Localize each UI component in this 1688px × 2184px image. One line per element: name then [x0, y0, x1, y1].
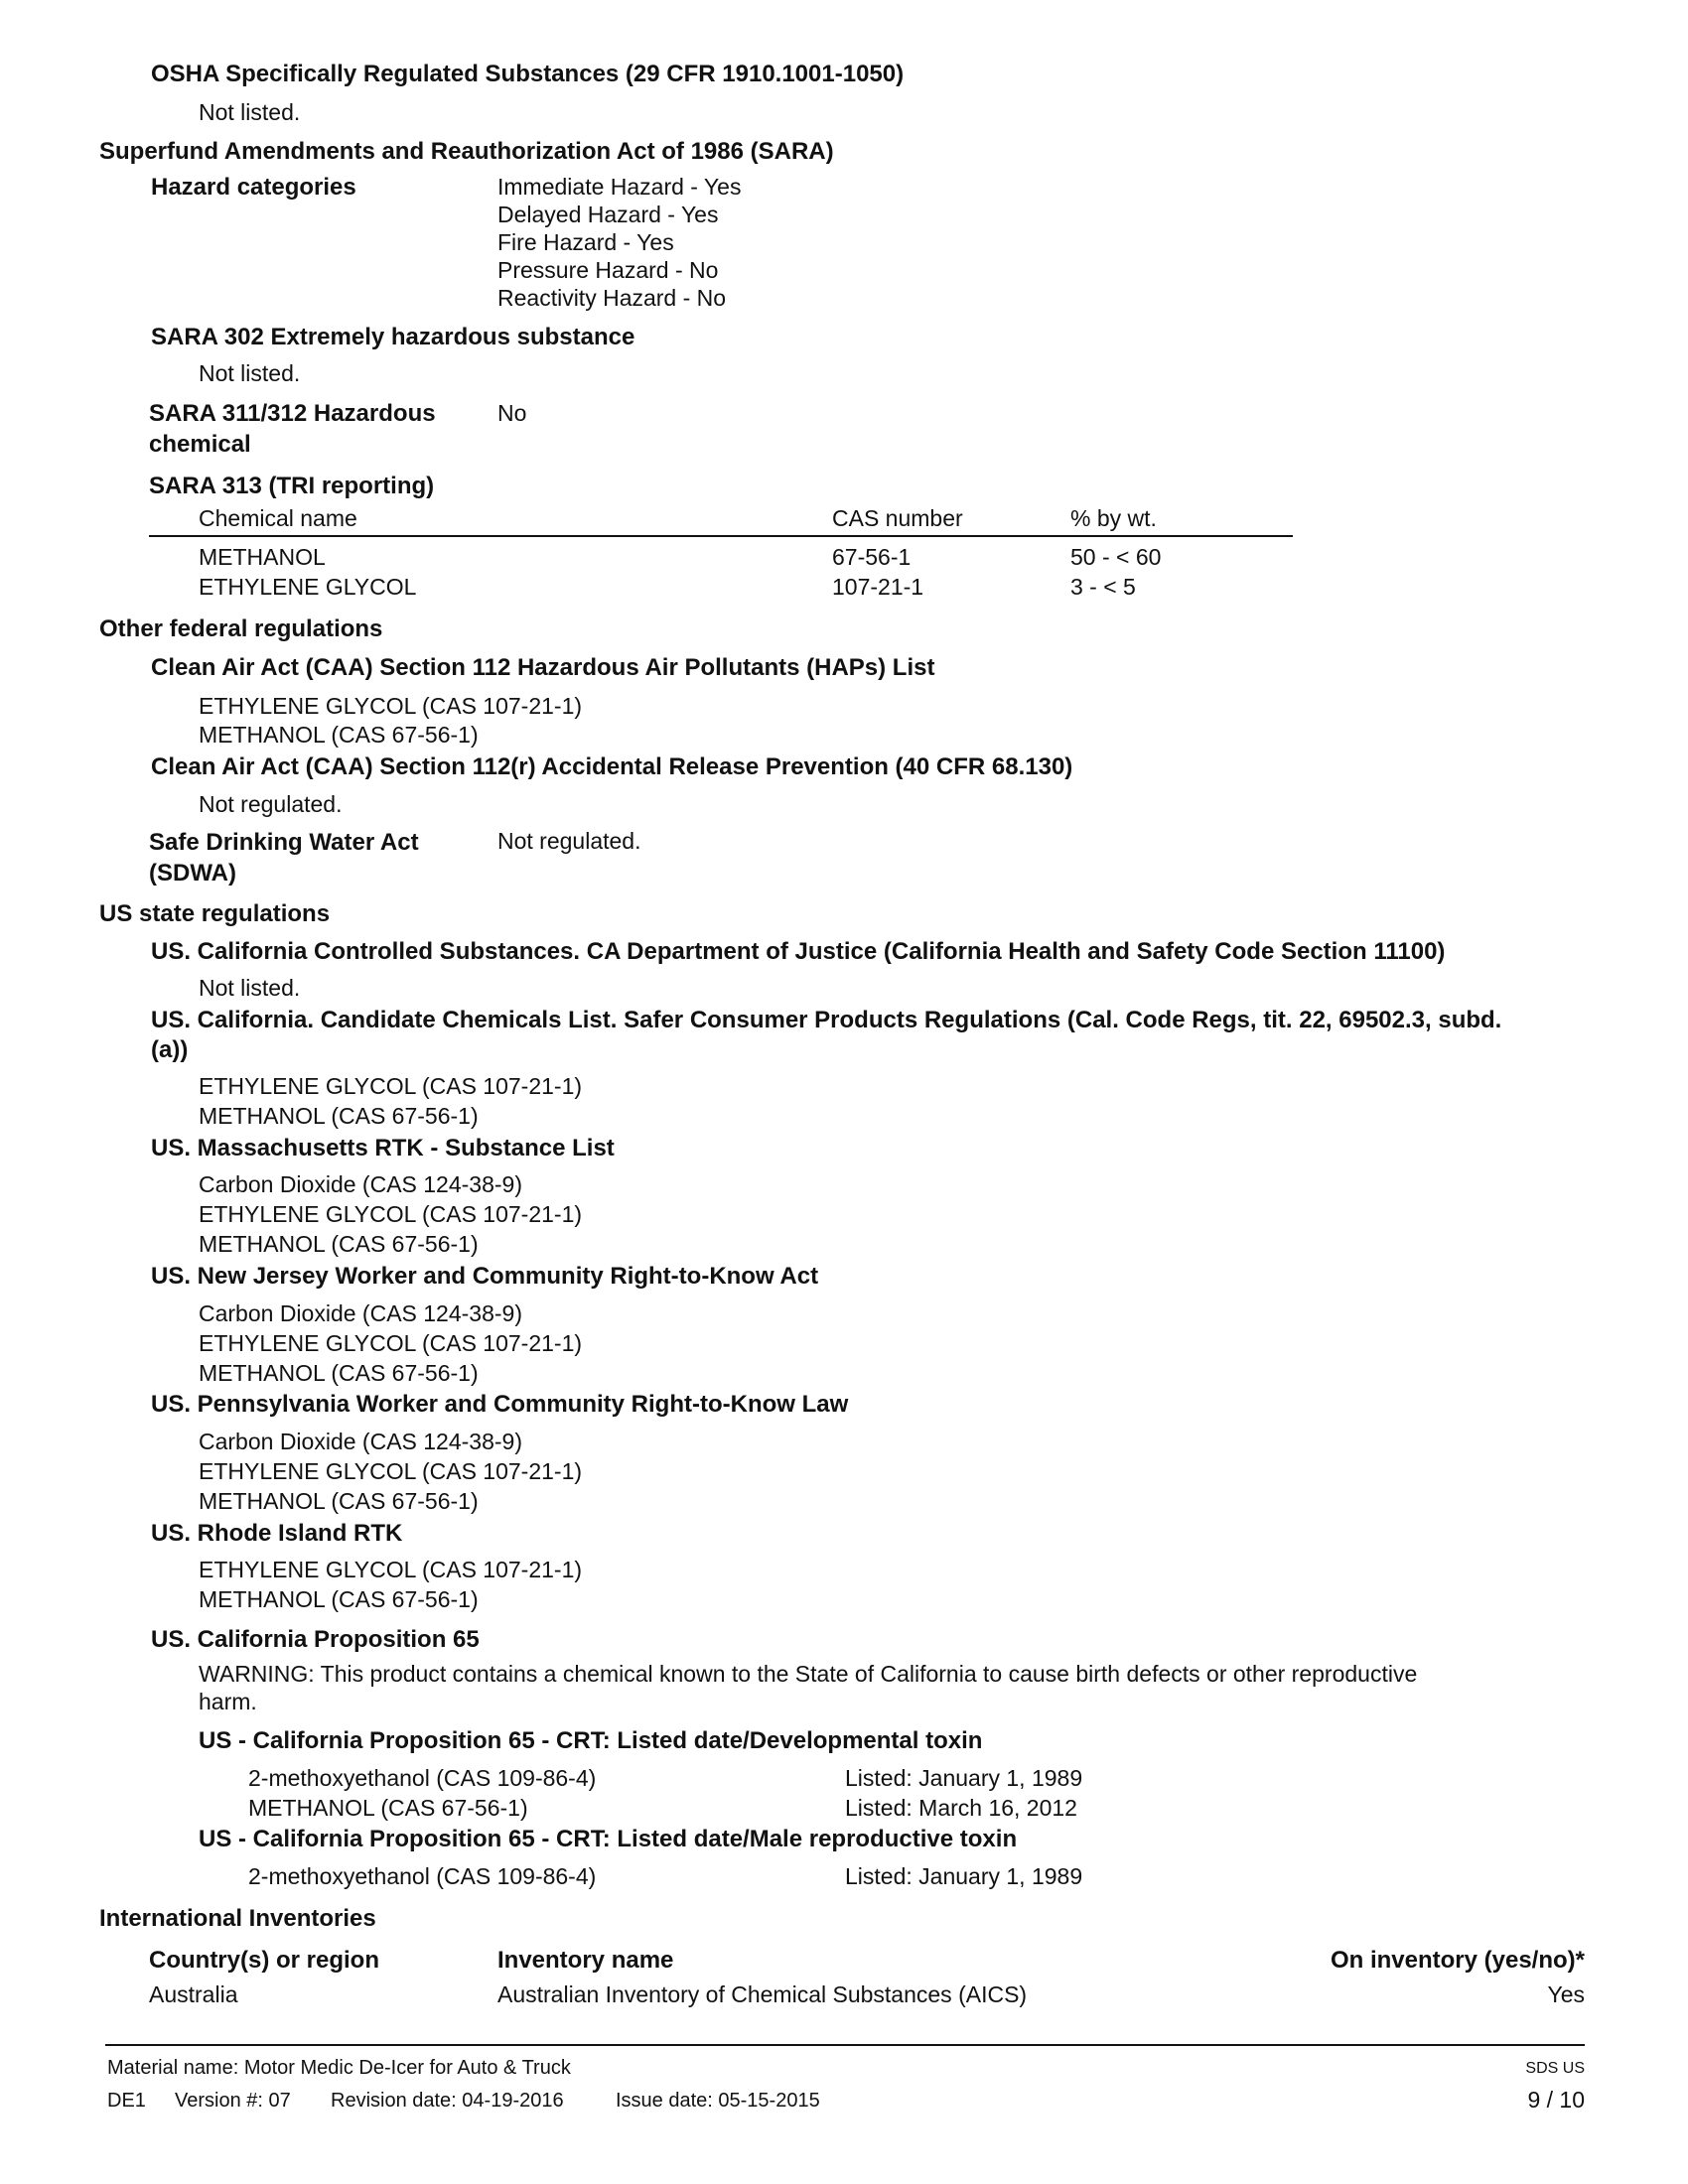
list-item: 2-methoxyethanol (CAS 109-86-4): [248, 1863, 597, 1889]
list-item: METHANOL (CAS 67-56-1): [248, 1795, 528, 1821]
footer-issue: Issue date: 05-15-2015: [616, 2090, 820, 2112]
hazard-category: Pressure Hazard - No: [497, 257, 719, 283]
list-item: METHANOL (CAS 67-56-1): [199, 722, 479, 748]
table-cell: 50 - < 60: [1070, 544, 1162, 570]
table-header-pct: % by wt.: [1070, 505, 1157, 531]
hazard-category: Fire Hazard - Yes: [497, 229, 674, 255]
caa112r-value: Not regulated.: [199, 791, 343, 817]
table-header-rule: [149, 535, 1293, 537]
footer-version: Version #: 07: [175, 2090, 291, 2112]
sara311-label: SARA 311/312 Hazardous: [149, 400, 436, 427]
table-cell: 3 - < 5: [1070, 574, 1136, 600]
sdwa-label: Safe Drinking Water Act: [149, 829, 419, 856]
sdwa-value: Not regulated.: [497, 828, 641, 854]
inv-cell: Yes: [1547, 1981, 1585, 2007]
table-cell: 67-56-1: [832, 544, 912, 570]
prop65-warning: WARNING: This product contains a chemical known to the State of California to cause birth defects or other reproductive: [199, 1661, 1418, 1687]
inventories-heading: International Inventories: [99, 1905, 376, 1932]
list-item: METHANOL (CAS 67-56-1): [199, 1488, 479, 1514]
prop65-dev-heading: US - California Proposition 65 - CRT: Listed date/Developmental toxin: [199, 1727, 983, 1754]
inv-header-country: Country(s) or region: [149, 1947, 379, 1974]
caa112r-heading: Clean Air Act (CAA) Section 112(r) Accidental Release Prevention (40 CFR 68.130): [151, 753, 1073, 780]
hazard-category: Reactivity Hazard - No: [497, 285, 727, 311]
list-item: ETHYLENE GLYCOL (CAS 107-21-1): [199, 1330, 583, 1356]
sara311-value: No: [497, 400, 527, 426]
list-item: METHANOL (CAS 67-56-1): [199, 1231, 479, 1257]
list-item-date: Listed: January 1, 1989: [845, 1765, 1083, 1791]
ma-heading: US. Massachusetts RTK - Substance List: [151, 1135, 615, 1161]
nj-heading: US. New Jersey Worker and Community Right-to-Know Act: [151, 1263, 819, 1290]
list-item: METHANOL (CAS 67-56-1): [199, 1586, 479, 1612]
table-header-cas: CAS number: [832, 505, 963, 531]
hazard-categories-label: Hazard categories: [151, 174, 356, 201]
list-item: Carbon Dioxide (CAS 124-38-9): [199, 1171, 522, 1197]
sara313-heading: SARA 313 (TRI reporting): [149, 473, 435, 499]
ca-candidate-heading: (a)): [151, 1036, 189, 1063]
hazard-category: Delayed Hazard - Yes: [497, 202, 719, 227]
inv-cell: Australian Inventory of Chemical Substances (AICS): [497, 1981, 1028, 2007]
list-item: Carbon Dioxide (CAS 124-38-9): [199, 1429, 522, 1454]
footer-sds: SDS US: [1525, 2060, 1585, 2077]
footer-rule: [105, 2044, 1585, 2046]
ri-heading: US. Rhode Island RTK: [151, 1520, 403, 1547]
list-item: METHANOL (CAS 67-56-1): [199, 1103, 479, 1129]
footer-revision: Revision date: 04-19-2016: [331, 2090, 564, 2112]
ca-controlled-heading: US. California Controlled Substances. CA Department of Justice (California Health and Safety Code Section 11100): [151, 938, 1446, 965]
sara302-value: Not listed.: [199, 360, 301, 386]
ca-candidate-heading: US. California. Candidate Chemicals List. Safer Consumer Products Regulations (Cal. Code Regs, tit. 22, 69502.3, subd.: [151, 1007, 1502, 1033]
caa112-heading: Clean Air Act (CAA) Section 112 Hazardous Air Pollutants (HAPs) List: [151, 654, 935, 681]
table-cell: METHANOL: [199, 544, 326, 570]
footer-code: DE1: [107, 2090, 146, 2112]
sara311-label: chemical: [149, 431, 251, 458]
table-cell: 107-21-1: [832, 574, 924, 600]
state-heading: US state regulations: [99, 900, 331, 927]
footer-material: Material name: Motor Medic De-Icer for Auto & Truck: [107, 2057, 571, 2079]
table-header-chemical: Chemical name: [199, 505, 357, 531]
prop65-male-heading: US - California Proposition 65 - CRT: Listed date/Male reproductive toxin: [199, 1826, 1018, 1852]
sdwa-label: (SDWA): [149, 860, 236, 887]
footer-page-number: 9 / 10: [1527, 2087, 1585, 2113]
osha-value: Not listed.: [199, 99, 301, 125]
federal-heading: Other federal regulations: [99, 615, 383, 642]
hazard-category: Immediate Hazard - Yes: [497, 174, 742, 200]
list-item: METHANOL (CAS 67-56-1): [199, 1360, 479, 1386]
prop65-heading: US. California Proposition 65: [151, 1626, 480, 1653]
list-item: 2-methoxyethanol (CAS 109-86-4): [248, 1765, 597, 1791]
inv-header-status: On inventory (yes/no)*: [1330, 1947, 1585, 1974]
list-item: Carbon Dioxide (CAS 124-38-9): [199, 1300, 522, 1326]
list-item: ETHYLENE GLYCOL (CAS 107-21-1): [199, 1458, 583, 1484]
list-item-date: Listed: January 1, 1989: [845, 1863, 1083, 1889]
list-item: ETHYLENE GLYCOL (CAS 107-21-1): [199, 1073, 583, 1099]
table-cell: ETHYLENE GLYCOL: [199, 574, 417, 600]
sara-heading: Superfund Amendments and Reauthorization Act of 1986 (SARA): [99, 138, 834, 165]
list-item: ETHYLENE GLYCOL (CAS 107-21-1): [199, 693, 583, 719]
osha-heading: OSHA Specifically Regulated Substances (29 CFR 1910.1001-1050): [151, 61, 905, 87]
sara302-heading: SARA 302 Extremely hazardous substance: [151, 324, 635, 350]
ca-controlled-value: Not listed.: [199, 975, 301, 1001]
list-item-date: Listed: March 16, 2012: [845, 1795, 1077, 1821]
prop65-warning: harm.: [199, 1689, 257, 1714]
list-item: ETHYLENE GLYCOL (CAS 107-21-1): [199, 1557, 583, 1582]
list-item: ETHYLENE GLYCOL (CAS 107-21-1): [199, 1201, 583, 1227]
inv-cell: Australia: [149, 1981, 238, 2007]
inv-header-name: Inventory name: [497, 1947, 674, 1974]
pa-heading: US. Pennsylvania Worker and Community Right-to-Know Law: [151, 1391, 849, 1418]
